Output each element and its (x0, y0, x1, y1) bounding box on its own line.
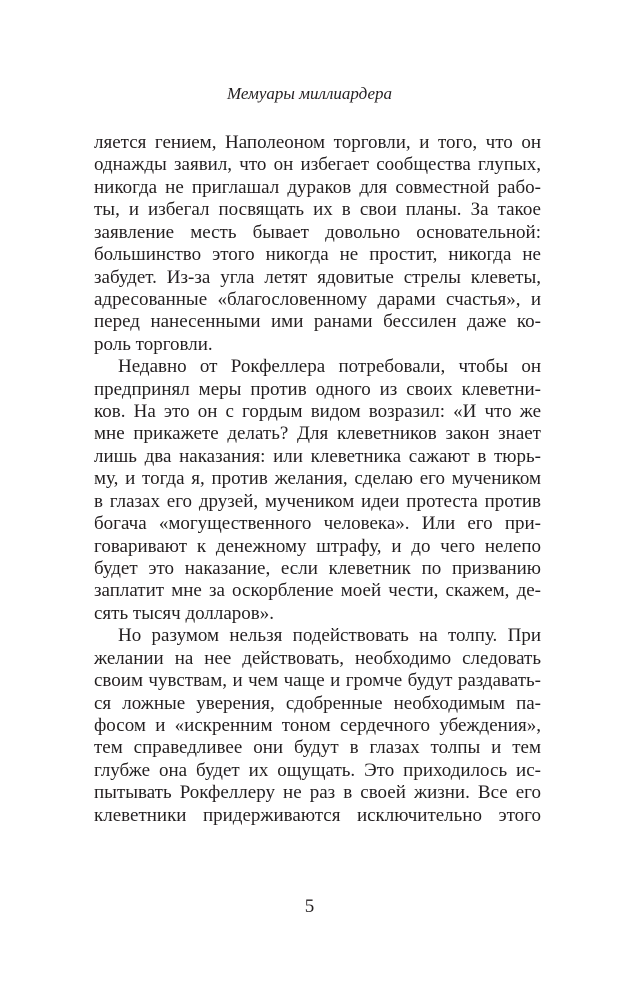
text-line: ты, и избегал посвящать их в свои планы. За такое (94, 199, 541, 221)
body-text (94, 132, 541, 827)
text-line: лишь два наказания: или клеветника сажают в тюрь- (94, 445, 541, 467)
paragraph-start-line: Недавно от Рокфеллера потребовали, чтобы он (118, 356, 541, 378)
text-line: глубже она будет их ощущать. Это приходилось ис- (94, 759, 541, 781)
text-line: однажды заявил, что он избегает сообщества глупых, (94, 154, 541, 176)
text-line: мне прикажете делать? Для клеветников закон знает (94, 423, 541, 445)
text-line: сять тысяч долларов». (94, 602, 274, 624)
text-line: роль торговли. (94, 333, 213, 355)
page-number: 5 (304, 896, 315, 917)
text-line: заявление месть бывает довольно основательной: (94, 221, 541, 243)
text-line: адресованные «благословенному дарами счастья», и (94, 288, 541, 310)
text-line: тем справедливее они будут в глазах толпы и тем (94, 737, 541, 759)
text-line: ся ложные уверения, сдобренные необходимым па- (94, 692, 541, 714)
text-line: будет это наказание, если клеветник по призванию (94, 558, 541, 580)
text-line: большинство этого никогда не простит, никогда не (94, 244, 541, 266)
text-line: му, и тогда я, против желания, сделаю его мучеником (94, 468, 541, 490)
text-line: предпринял меры против одного из своих клеветни- (94, 378, 541, 400)
text-line: желании на нее действовать, необходимо следовать (94, 647, 541, 669)
text-line: говаривают к денежному штрафу, и до чего нелепо (94, 535, 541, 557)
text-line: клеветники придерживаются исключительно этого (94, 804, 541, 826)
text-line: ляется гением, Наполеоном торговли, и того, что он (94, 132, 541, 153)
text-line: фосом и «искренним тоном сердечного убеждения», (94, 714, 541, 736)
text-line: пытывать Рокфеллеру не раз в своей жизни. Все его (94, 782, 541, 804)
text-line: богача «могущественного человека». Или его при- (94, 513, 541, 535)
running-header: Мемуары миллиардера (226, 84, 392, 103)
text-line: заплатит мне за оскорбление моей чести, скажем, де- (94, 580, 541, 602)
text-line: перед нанесенными ими ранами бессилен даже ко- (94, 311, 541, 333)
text-line: в глазах его друзей, мучеником идеи протеста против (94, 490, 541, 512)
text-line: никогда не приглашал дураков для совместной рабо- (94, 176, 541, 198)
paragraph-start-line: Но разумом нельзя подействовать на толпу. При (118, 625, 541, 647)
text-line: ков. На это он с гордым видом возразил: «И что же (94, 401, 541, 423)
text-line: своим чувствам, и чем чаще и громче будут раздавать- (94, 670, 541, 692)
text-line: забудет. Из-за угла летят ядовитые стрелы клеветы, (94, 266, 541, 288)
